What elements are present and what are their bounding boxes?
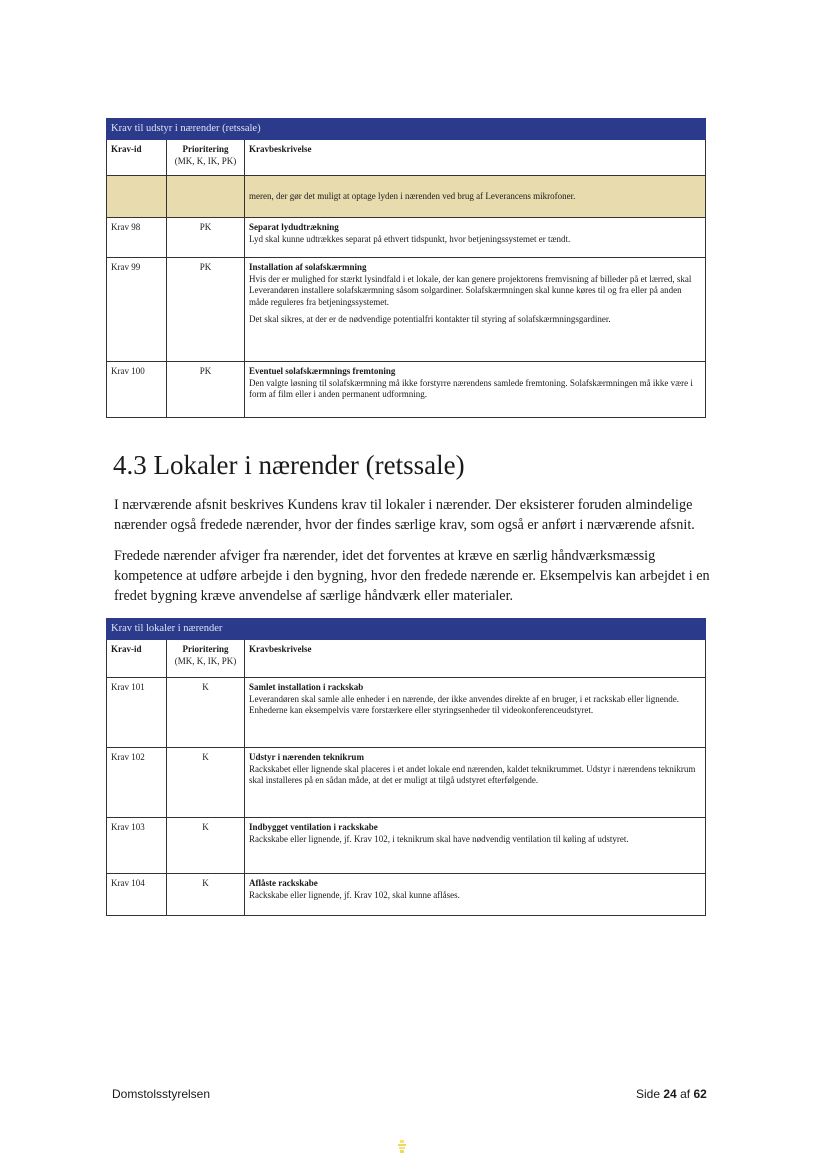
col-header-desc: Kravbeskrivelse bbox=[245, 140, 706, 176]
req-priority: K bbox=[167, 818, 245, 874]
col-header-desc: Kravbeskrivelse bbox=[245, 640, 706, 678]
req-title: Eventuel solafskærmnings fremtoning bbox=[249, 366, 396, 376]
table-header-row bbox=[107, 640, 706, 678]
req-title: Indbygget ventilation i rackskabe bbox=[249, 822, 378, 832]
req-title: Samlet installation i rackskab bbox=[249, 682, 364, 692]
page-current: 24 bbox=[663, 1087, 677, 1101]
req-id: Krav 103 bbox=[107, 818, 167, 874]
req-desc bbox=[245, 678, 706, 748]
req-title: Aflåste rackskabe bbox=[249, 878, 318, 888]
req-text: Hvis der er mulighed for stærkt lysindfald i et lokale, der kan genere projektorens fremvisning af billeder på et lærred, skal Leverandøren installere solafskærmning såsom solgardiner. Solafskærmningen skal kunne køres til og fra eller på anden måde reguleres fra betjeningssystemet. bbox=[249, 273, 692, 307]
col-header-priority bbox=[167, 640, 245, 678]
req-text: Leverandøren skal samle alle enheder i en nærende, der ikke anvendes direkte af en bruger, i et rackskab eller lignende. Enhederne kan eksempelvis være forstærkere eller styringsenheder til videokonferenceudstyret. bbox=[249, 693, 679, 715]
requirements-table-equipment bbox=[106, 118, 706, 418]
col-header-id: Krav-id bbox=[107, 640, 167, 678]
req-priority: PK bbox=[167, 258, 245, 362]
req-id: Krav 104 bbox=[107, 874, 167, 916]
continued-id bbox=[107, 176, 167, 218]
req-text: Lyd skal kunne udtrækkes separat på ethvert tidspunkt, hvor betjeningssystemet er tændt. bbox=[249, 233, 571, 244]
req-priority: PK bbox=[167, 362, 245, 418]
scan-mark-icon bbox=[397, 1140, 407, 1154]
table-title-bar bbox=[107, 119, 706, 140]
table-row bbox=[107, 874, 706, 916]
requirements-table-rooms bbox=[106, 618, 706, 916]
footer-organization: Domstolsstyrelsen bbox=[112, 1087, 211, 1101]
req-desc bbox=[245, 818, 706, 874]
table-row bbox=[107, 818, 706, 874]
req-priority: K bbox=[167, 678, 245, 748]
priority-sub-label: (MK, K, IK, PK) bbox=[174, 655, 237, 666]
page-prefix: Side bbox=[636, 1087, 661, 1101]
req-desc bbox=[245, 748, 706, 818]
page-mid: af bbox=[680, 1087, 691, 1101]
table-header-row bbox=[107, 140, 706, 176]
section-paragraph: I nærværende afsnit beskrives Kundens krav til lokaler i nærender. Der eksisterer foruden almindelige nærender også fredede nærender, hvor der findes særlige krav, som også er anført i nærværende afsnit. bbox=[114, 497, 695, 533]
page-total: 62 bbox=[693, 1087, 707, 1101]
req-desc bbox=[245, 362, 706, 418]
req-text: Den valgte løsning til solafskærmning må ikke forstyrre nærendens samlede fremtoning. Solafskærmningen må ikke være i form af film eller i anden permanent udformning. bbox=[249, 377, 693, 399]
req-id: Krav 99 bbox=[107, 258, 167, 362]
section-paragraph: Fredede nærender afviger fra nærender, idet det forventes at kræve en særlig håndværksmæssig kompetence at udføre arbejde i den bygning, hvor den fredede nærende er. Eksempelvis kan arbejdet i en fredet bygning kræve anvendelse af særlige håndværk eller materialer. bbox=[114, 548, 710, 604]
req-text: Rackskabe eller lignende, jf. Krav 102, i teknikrum skal have nødvendig ventilation til køling af udstyret. bbox=[249, 833, 629, 844]
priority-label: Prioritering bbox=[182, 644, 229, 654]
req-title: Separat lydudtrækning bbox=[249, 222, 339, 232]
section-heading: 4.3 Lokaler i nærender (retssale) bbox=[113, 450, 465, 480]
table-title-bar bbox=[107, 619, 706, 640]
req-desc bbox=[245, 258, 706, 362]
table-row bbox=[107, 748, 706, 818]
req-desc bbox=[245, 218, 706, 258]
req-id: Krav 101 bbox=[107, 678, 167, 748]
req-id: Krav 102 bbox=[107, 748, 167, 818]
req-title: Installation af solafskærmning bbox=[249, 262, 367, 272]
col-header-id: Krav-id bbox=[107, 140, 167, 176]
req-id: Krav 100 bbox=[107, 362, 167, 418]
continued-priority bbox=[167, 176, 245, 218]
req-priority: PK bbox=[167, 218, 245, 258]
table-title: Krav til udstyr i nærender (retssale) bbox=[107, 119, 706, 140]
table-title: Krav til lokaler i nærender bbox=[107, 619, 706, 640]
continued-text: meren, der gør det muligt at optage lyden i nærenden ved brug af Leverancens mikrofoner. bbox=[245, 176, 706, 218]
table-row bbox=[107, 258, 706, 362]
req-title: Udstyr i nærenden teknikrum bbox=[249, 752, 364, 762]
priority-sub-label: (MK, K, IK, PK) bbox=[174, 155, 237, 166]
priority-label: Prioritering bbox=[182, 144, 229, 154]
req-id: Krav 98 bbox=[107, 218, 167, 258]
req-text: Rackskabet eller lignende skal placeres i et andet lokale end nærenden, kaldet teknikrummet. Udstyr i nærendens teknikrum skal installeres på en sådan måde, at det er muligt at tilgå udstyret efterfølgende. bbox=[249, 763, 696, 785]
req-desc bbox=[245, 874, 706, 916]
table-row bbox=[107, 218, 706, 258]
footer-page-number bbox=[636, 1087, 707, 1101]
req-text: Det skal sikres, at der er de nødvendige potentialfri kontakter til styring af solafskærmningsgardiner. bbox=[249, 314, 611, 324]
req-priority: K bbox=[167, 748, 245, 818]
req-text: Rackskabe eller lignende, jf. Krav 102, skal kunne aflåses. bbox=[249, 889, 460, 900]
req-priority: K bbox=[167, 874, 245, 916]
table-row bbox=[107, 362, 706, 418]
col-header-priority bbox=[167, 140, 245, 176]
table-row bbox=[107, 678, 706, 748]
continued-row bbox=[107, 176, 706, 218]
